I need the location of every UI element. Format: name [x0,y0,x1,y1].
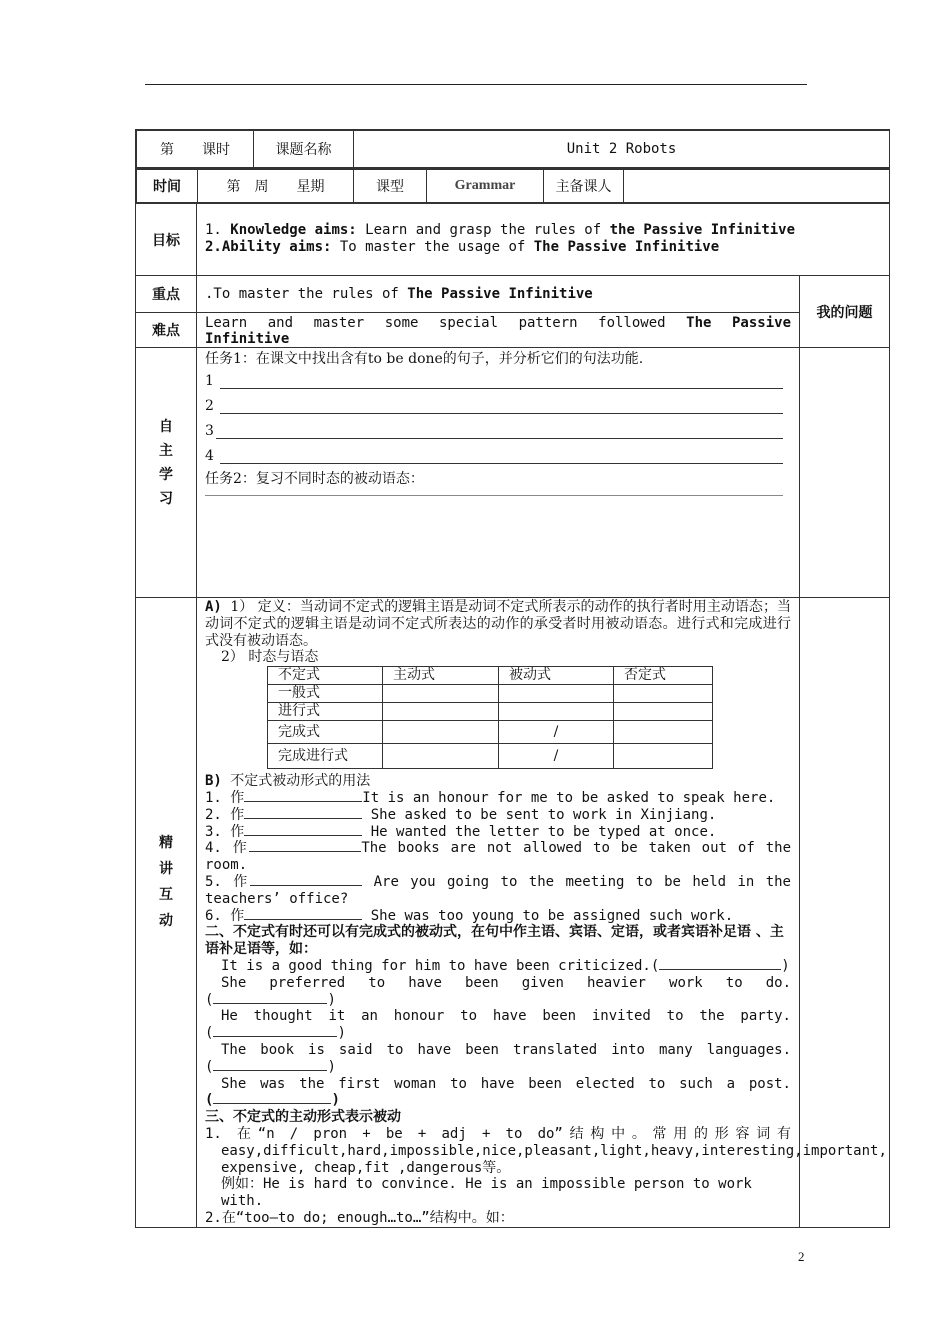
difficulty-tail2: Infinitive [205,331,290,347]
table-cell[interactable] [499,685,614,703]
row-perfect: 完成式 [268,721,383,744]
use-sentence: Are you going to the meeting to be held in the [362,873,791,890]
use-blank[interactable] [244,835,362,836]
lecture-char-4: 动 [159,913,173,930]
task2-text: 任务2：复习不同时态的被动语态： [205,471,424,487]
paren-close: ) [331,1092,340,1109]
use-blank[interactable] [249,851,361,852]
sec2-example-3: He thought it an honour to have been invited to the party. [221,1008,791,1025]
use-6 [205,908,791,925]
table-cell[interactable] [383,744,499,769]
use-5-continued: teachers’ office? [205,890,349,907]
goals-line1-text: Learn and grasp the rules of [356,222,610,238]
difficulty-body: Learn and master some special pattern followed [205,315,687,331]
self-study-char-4: 习 [159,490,173,507]
paren-close: ) [781,957,790,974]
paren-close: ) [337,1025,346,1042]
answer-line-3[interactable] [205,414,783,439]
self-study-char-2: 主 [159,442,173,459]
goals-line1-bold: Knowledge aims: [230,222,357,238]
answer-line-num: 1 [205,373,214,389]
key-point-body: .To master the rules of [205,286,408,302]
section-a-head: A) [205,599,231,615]
use-3 [205,824,791,841]
section-3-title: 三、不定式的主动形式表示被动 [205,1109,401,1126]
sec3-rule-1: 1. 在“n / pron + be + adj + to do”结构中。常用的形容词有 [205,1125,791,1142]
th-negative: 否定式 [614,667,713,685]
definition-text: 1） 定义：当动词不定式的逻辑主语是动词不定式所表示的动作的执行者时用主动语态；当动词不定式的逻辑主语是动词不定式所表达的动作的承受者时用被动语态。进行式和完成进行式没有被动语态。 [205,599,791,649]
difficulty-label: 难点 [136,313,197,348]
use-sentence: It is an honour for me to be asked to speak here. [362,789,776,806]
task1-text: 任务1：在课文中找出含有to be done的句子，并分析它们的句法功能. [205,351,644,367]
paren-close: ) [327,1058,336,1075]
section-b-title: 不定式被动形式的用法 [230,773,371,790]
sec3-example: 例如：He is hard to convince. He is an impossible person to work with. [221,1176,752,1210]
sec2-blank[interactable] [659,969,781,970]
week-label: 第 周 星期 [198,170,354,203]
time-label: 时间 [137,170,198,203]
goals-line2-tail: The Passive Infinitive [533,239,720,255]
sec2-blank-5 [205,1092,791,1109]
table-cell[interactable] [499,703,614,721]
table-cell[interactable] [383,703,499,721]
goals-label: 目标 [136,204,197,276]
use-num: 5. 作 [205,873,251,890]
self-study-label [136,348,197,598]
lecture-label [136,598,197,1228]
th-infinitive: 不定式 [268,667,383,685]
lecture-char-3: 互 [159,887,173,904]
difficulty-text [197,313,800,348]
self-study-char-3: 学 [159,466,173,483]
sec2-example-4: The book is said to have been translated into many languages. [221,1041,791,1058]
tense-voice-heading: 2） 时态与语态 [221,649,319,666]
use-sentence: He wanted the letter to be typed at once. [362,823,717,840]
use-num: 3. 作 [205,823,245,840]
sec2-example-5: She was the first woman to have been elected to such a post. [221,1075,791,1092]
table-cell-slash: / [499,744,614,769]
page-number: 2 [798,1249,805,1264]
sec2-blank-4 [205,1059,791,1076]
difficulty-tail1: The Passive [686,315,791,331]
sec3-adjectives: easy,difficult,hard,impossible,nice,pleasant,light,heavy,interesting,important, expensive, cheap,fit ,dangerous等。 [221,1142,887,1176]
key-point-text [197,276,800,313]
use-sentence: She was too young to be assigned such work. [362,907,734,924]
header-rule [145,84,807,85]
lecture-questions[interactable] [800,598,890,1228]
use-blank[interactable] [250,885,362,886]
type-label: 课型 [354,170,427,203]
row-progressive: 进行式 [268,703,383,721]
use-sentence: The books are not allowed to be taken out of the [361,840,791,857]
goals-line1-tail: the Passive Infinitive [609,222,796,238]
table-cell[interactable] [614,721,713,744]
self-study-content [197,348,800,598]
tense-voice-table [267,666,713,769]
goals-line2-bold: 2.Ability aims: [205,239,332,255]
use-4 [205,840,791,857]
my-questions-label: 我的问题 [800,276,890,348]
preparer-label: 主备课人 [544,170,624,203]
use-num: 4. 作 [205,840,250,857]
use-blank[interactable] [244,801,362,802]
sec2-blank-3 [205,1025,791,1042]
sec2-example-1 [205,958,791,975]
table-cell[interactable] [614,744,713,769]
self-study-questions[interactable] [800,348,890,598]
goals-line1-prefix: 1. [205,222,231,238]
answer-line-num: 2 [205,398,214,414]
paren-open: ( [205,1092,214,1109]
th-active: 主动式 [383,667,499,685]
paren-open: ( [205,1058,214,1075]
lecture-content [197,598,887,1228]
lecture-char-1: 精 [159,835,173,852]
use-sentence: She asked to be sent to work in Xinjiang. [362,806,717,823]
sec2-example-text: It is a good thing for him to have been criticized.( [221,957,660,974]
use-4-continued: room. [205,857,248,874]
use-1 [205,790,791,807]
sec2-blank[interactable] [213,1036,337,1037]
key-point-tail: The Passive Infinitive [407,286,593,302]
preparer-value [624,170,890,203]
goals-line2-text: To master the usage of [331,239,534,255]
answer-line-4[interactable] [205,439,783,464]
task2-line[interactable] [205,489,783,496]
table-cell[interactable] [614,703,713,721]
answer-line-num: 3 [205,423,214,439]
type-value: Grammar [427,170,544,203]
paren-open: ( [205,1025,214,1042]
lesson-plan-table [135,129,890,1228]
use-blank[interactable] [244,818,362,819]
section-2-title: 二、不定式有时还可以有完成式的被动式，在句中作主语、宾语、定语，或者宾语补足语 、主语补足语等，如： [205,924,784,958]
table-cell[interactable] [383,685,499,703]
topic-value: Unit 2 Robots [354,131,890,168]
key-point-label: 重点 [136,276,197,313]
th-passive: 被动式 [499,667,614,685]
def-paragraph [205,599,791,649]
use-num: 2. 作 [205,806,245,823]
row-perfect-progressive: 完成进行式 [268,744,383,769]
use-num: 6. 作 [205,907,245,924]
table-cell[interactable] [383,721,499,744]
lecture-char-2: 讲 [159,861,173,878]
answer-line-num: 4 [205,448,214,464]
self-study-char-1: 自 [159,418,173,435]
paren-open: ( [205,991,214,1008]
sec2-blank-2 [205,992,791,1009]
sec2-example-2: She preferred to have been given heavier work to do. [221,974,791,991]
use-2 [205,807,791,824]
sec2-blank[interactable] [213,1070,327,1071]
paren-close: ) [327,991,336,1008]
sec3-rule-2: 2.在“too—to do; enough…to…”结构中。如： [205,1209,514,1226]
row-simple: 一般式 [268,685,383,703]
answer-line-1[interactable] [205,369,783,389]
section-b-head: B) [205,773,231,790]
sec2-blank[interactable] [213,1103,331,1104]
use-num: 1. 作 [205,789,245,806]
table-cell[interactable] [614,685,713,703]
use-5 [205,874,791,891]
use-blank[interactable] [244,919,362,920]
goals-text [197,204,890,276]
answer-line-2[interactable] [205,389,783,414]
sec2-blank[interactable] [213,1003,327,1004]
lesson-label: 第 课时 [137,131,254,168]
table-cell-slash: / [499,721,614,744]
topic-label: 课题名称 [254,131,354,168]
